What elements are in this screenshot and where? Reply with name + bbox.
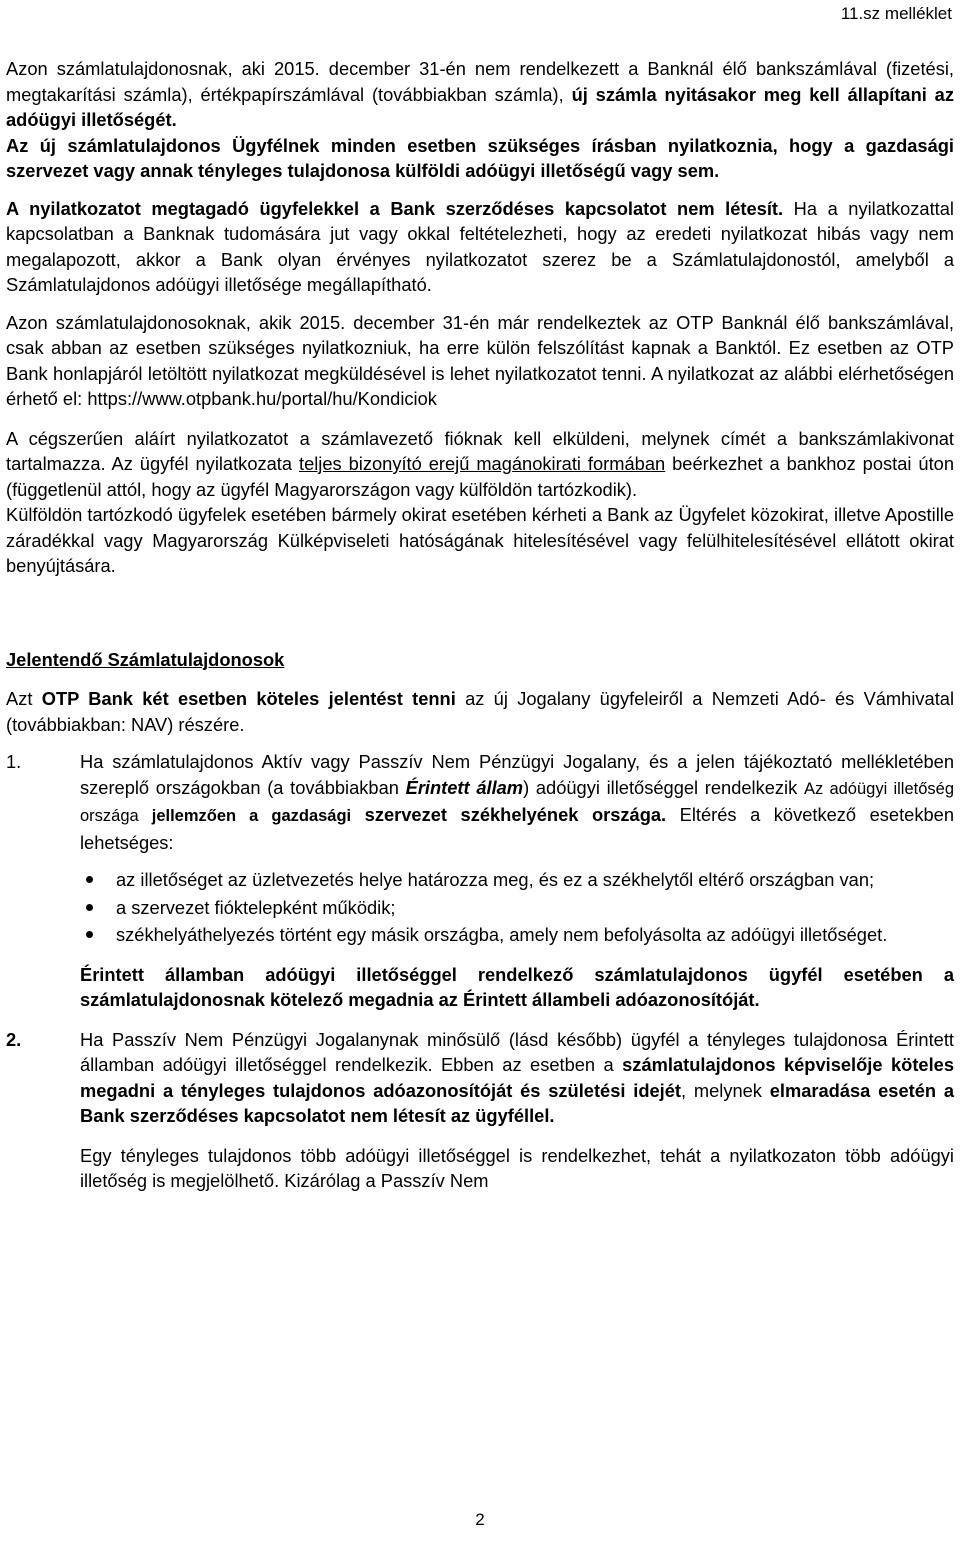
section-lead-b: az új Jogalany ügyfeleiről a Nemzeti Adó- és Vámhivatal (továbbiakban: NAV) részére. xyxy=(6,688,955,735)
list-item-text: az illetőséget az üzletvezetés helye határozza meg, és ez a székhelytől eltérő országban van; xyxy=(116,869,875,890)
bullet-icon xyxy=(86,876,93,883)
item-2-text-c: , melynek xyxy=(681,1079,770,1101)
intro-p4-text: Azon számlatulajdonosoknak, akik 2015. december 31-én már rendelkeztek az OTP Banknál élő bankszámlával, csak abban az esetben szükséges nyilatkozniuk, ha erre külön felszólítást kapnak a Banktól. Ez esetben az OTP Bank honlapjáról letöltött nyilatkozat megküldésével is lehet nyilatkozatot tenni. A nyilatkozat az alábbi elérhetőségen érhető el: xyxy=(6,311,954,409)
page-number: 2 xyxy=(475,1510,485,1529)
bullet-icon xyxy=(86,931,93,938)
intro-paragraph-4 xyxy=(6,310,954,412)
item-1-text-a: Ha számlatulajdonos Aktív vagy Passzív Nem Pénzügyi Jogalany, és a jelen tájékoztató mellékletében szereplő országokban (a továbbiakban xyxy=(80,751,954,798)
item-1-term: Érintett állam xyxy=(405,776,524,798)
intro-p3-text: Ha a nyilatkozattal kapcsolatban a Banknak tudomására jut vagy okkal feltételezheti, hogy az eredeti nyilatkozat hibás vagy nem megalapozott, akkor a Bank olyan érvényes nyilatkozatot szerez be a Számlatulajdonostól, amelyből a Számlatulajdonos adóügyi illetősége megállapítható. xyxy=(6,197,954,295)
item-2-extra: Egy tényleges tulajdonos több adóügyi illetőséggel is rendelkezhet, tehát a nyilatkozaton több adóügyi illetőség is megjelölhető. Kizárólag a Passzív Nem xyxy=(80,1144,954,1191)
intro-p5-text: A cégszerűen aláírt nyilatkozatot a számlavezető fióknak kell elküldeni, melynek címét a bankszámlakivonat tartalmazza. Az ügyfél nyilatkozata xyxy=(6,427,954,474)
item-1-text-b: ) adóügyi illetőséggel rendelkezik xyxy=(523,776,804,798)
numbered-item-2 xyxy=(6,1027,954,1129)
intro-p5-text-end: beérkezhet a bankhoz postai úton (függetlenül attól, hogy az ügyfél Magyarországon vagy külföldön tartózkodik). xyxy=(6,453,954,500)
item-1-text-e: szervezet székhelyének országa. xyxy=(351,804,667,825)
intro-p1-bold: új számla nyitásakor meg kell állapítani az adóügyi illetőségét. xyxy=(6,83,954,130)
numbered-item-1 xyxy=(6,749,954,855)
section-lead-a: Azt xyxy=(6,688,42,709)
item-2-text-b: számlatulajdonos képviselője köteles megadni a tényleges tulajdonos adóazonosítóját és születési idejét xyxy=(80,1054,954,1101)
intro-p1-text: Azon számlatulajdonosnak, aki 2015. december 31-én nem rendelkezett a Banknál élő bankszámlával (fizetési, megtakarítási számla), értékpapírszámlával (továbbiakban számla), xyxy=(6,58,954,105)
exception-list xyxy=(6,867,954,948)
item-1-text-f: Eltérés a következő esetekben lehetséges: xyxy=(80,804,954,853)
list-item xyxy=(116,895,954,921)
list-item-text: a szervezet fióktelepként működik; xyxy=(116,896,396,918)
intro-paragraph-5 xyxy=(6,426,954,503)
section-lead xyxy=(6,686,954,737)
item-1-text-c: Az adóügyi illetőség országa xyxy=(80,779,954,825)
list-item-text: székhelyáthelyezés történt egy másik országba, amely nem befolyásolta az adóügyi illetőséget. xyxy=(116,924,888,945)
section-lead-bold: OTP Bank két esetben köteles jelentést tenni xyxy=(41,688,456,709)
item-1-note: Érintett államban adóügyi illetőséggel rendelkező számlatulajdonos ügyfél esetében a számlatulajdonosnak kötelező megadnia az Érintett állambeli adóazonosítóját. xyxy=(80,963,954,1010)
list-item xyxy=(116,922,954,948)
intro-paragraph-1 xyxy=(6,56,954,133)
intro-paragraph-3 xyxy=(6,196,954,298)
intro-paragraph-2: Az új számlatulajdonos Ügyfélnek minden esetben szükséges írásban nyilatkoznia, hogy a gazdasági szervezet vagy annak tényleges tulajdonosa külföldi adóügyi illetőségű vagy sem. xyxy=(6,134,954,181)
bullet-icon xyxy=(86,904,93,911)
item-2-text-d: elmaradása esetén a Bank szerződéses kapcsolatot nem létesít az ügyféllel. xyxy=(80,1079,955,1126)
item-1-number: 1. xyxy=(6,751,22,772)
intro-p5-underlined: teljes bizonyító erejű magánokirati formában xyxy=(299,453,666,474)
section-title: Jelentendő Számlatulajdonosok xyxy=(6,648,285,670)
refusal-statement: A nyilatkozatot megtagadó ügyfelekkel a Bank szerződéses kapcsolatot nem létesít. xyxy=(6,197,784,219)
kondiciok-url[interactable]: https://www.otpbank.hu/portal/hu/Kondiciok xyxy=(87,388,437,409)
intro-paragraph-6: Külföldön tartózkodó ügyfelek esetében bármely okirat esetében kérheti a Bank az Ügyfelet közokirat, illetve Apostille záradékkal vagy Magyarország Külképviseleti hatóságának hitelesítésével vagy felülhitelesítésével ellátott okirat benyújtására. xyxy=(6,504,954,576)
item-1-text-d: jellemzően a gazdasági xyxy=(151,807,352,825)
document-body xyxy=(6,56,954,1194)
item-2-text-a: Ha Passzív Nem Pénzügyi Jogalanynak minősülő (lásd később) ügyfél a tényleges tulajdonosa Érintett államban adóügyi illetőséggel rendelkezik. Ebben az esetben a xyxy=(80,1028,954,1075)
item-2-number: 2. xyxy=(6,1028,22,1050)
list-item xyxy=(116,867,954,893)
annex-label: 11.sz melléklet xyxy=(840,4,952,23)
